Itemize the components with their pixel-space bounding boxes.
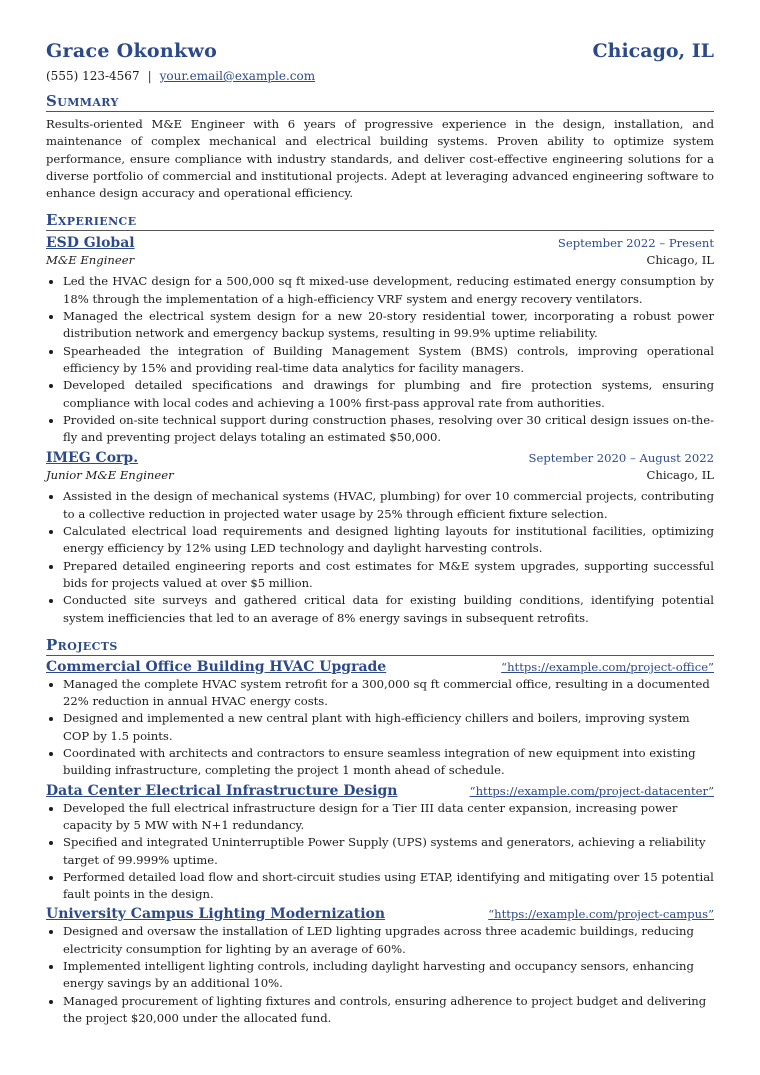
job-city: Chicago, IL bbox=[646, 253, 714, 268]
bullet-item: • Prepared detailed engineering reports and cost estimates for M&E system upgrades, supporting successful bids for projects valued at over $5 million. bbox=[63, 558, 714, 593]
bullet-item: • Led the HVAC design for a 500,000 sq ft mixed-use development, reducing estimated energy consumption by 18% through the implementation of a high-efficiency VRF system and energy recovery ventilators. bbox=[63, 273, 714, 308]
header bbox=[46, 40, 714, 62]
job-bullets bbox=[46, 273, 714, 446]
project-url-link[interactable]: “https://example.com/project-office” bbox=[501, 659, 714, 674]
candidate-name: Grace Okonkwo bbox=[46, 40, 218, 62]
project-title[interactable]: University Campus Lighting Modernization bbox=[46, 906, 386, 923]
bullet-item: • Performed detailed load flow and short-circuit studies using ETAP, identifying and mitigating over 15 potential fault points in the design. bbox=[63, 869, 714, 904]
bullet-item: • Managed procurement of lighting fixtures and controls, ensuring adherence to project budget and delivering the project $20,000 under the allocated fund. bbox=[63, 993, 714, 1028]
job-entry bbox=[46, 235, 714, 446]
bullet-item: • Managed the electrical system design for a new 20-story residential tower, incorporating a robust power distribution network and emergency backup systems, resulting in 99.9% uptime reliability. bbox=[63, 308, 714, 343]
job-bullets bbox=[46, 488, 714, 626]
bullet-item: • Calculated electrical load requirements and designed lighting layouts for institutional facilities, optimizing energy efficiency by 12% using LED technology and daylight harvesting controls. bbox=[63, 523, 714, 558]
projects-heading: Projects bbox=[46, 636, 714, 656]
company-name[interactable]: ESD Global bbox=[46, 235, 135, 252]
project-title[interactable]: Data Center Electrical Infrastructure Design bbox=[46, 782, 398, 799]
bullet-item: • Assisted in the design of mechanical systems (HVAC, plumbing) for over 10 commercial projects, contributing to a collective reduction in projected water usage by 25% through efficient fixture selection. bbox=[63, 488, 714, 523]
job-dates: September 2022 – Present bbox=[557, 236, 714, 251]
bullet-item: • Provided on-site technical support during construction phases, resolving over 30 critical design issues on-the-fly and preventing project delays totaling an estimated $50,000. bbox=[63, 412, 714, 447]
project-url-link[interactable]: “https://example.com/project-campus” bbox=[488, 907, 714, 922]
job-entry bbox=[46, 450, 714, 626]
project-bullets bbox=[46, 676, 714, 780]
bullet-item: • Implemented intelligent lighting controls, including daylight harvesting and occupancy sensors, enhancing energy savings by an additional 10%. bbox=[63, 958, 714, 993]
project-entry bbox=[46, 783, 714, 904]
bullet-item: • Spearheaded the integration of Building Management System (BMS) controls, improving operational efficiency by 15% and providing real-time data analytics for facility managers. bbox=[63, 343, 714, 378]
bullet-item: • Coordinated with architects and contractors to ensure seamless integration of new equipment into existing building infrastructure, completing the project 1 month ahead of schedule. bbox=[63, 745, 714, 780]
bullet-item: • Conducted site surveys and gathered critical data for existing building conditions, identifying potential system inefficiencies that led to an average of 8% energy savings in subsequent retrofits. bbox=[63, 592, 714, 627]
project-entry bbox=[46, 659, 714, 780]
summary-text: Results-oriented M&E Engineer with 6 years of progressive experience in the design, installation, and maintenance of complex mechanical and electrical building systems. Proven ability to optimize system performance, ensure compliance with industry standards, and deliver cost-effective engineering solutions for a diverse portfolio of commercial and institutional projects. Adept at leveraging advanced engineering software to enhance design accuracy and operational efficiency. bbox=[46, 117, 714, 201]
project-bullets bbox=[46, 923, 714, 1027]
bullet-item: • Designed and oversaw the installation of LED lighting upgrades across three academic buildings, reducing electricity consumption for lighting by an average of 60%. bbox=[63, 923, 714, 958]
project-url-link[interactable]: “https://example.com/project-datacenter” bbox=[469, 783, 714, 798]
project-entry bbox=[46, 906, 714, 1027]
company-name[interactable]: IMEG Corp. bbox=[46, 450, 139, 467]
job-role: Junior M&E Engineer bbox=[46, 468, 174, 483]
bullet-item: • Developed the full electrical infrastructure design for a Tier III data center expansion, increasing power capacity by 5 MW with N+1 redundancy. bbox=[63, 800, 714, 835]
bullet-item: • Managed the complete HVAC system retrofit for a 300,000 sq ft commercial office, resulting in a documented 22% reduction in annual HVAC energy costs. bbox=[63, 676, 714, 711]
job-role: M&E Engineer bbox=[46, 253, 135, 268]
project-title[interactable]: Commercial Office Building HVAC Upgrade bbox=[46, 658, 387, 675]
experience-heading: Experience bbox=[46, 211, 714, 231]
contact-separator: | bbox=[147, 69, 152, 83]
bullet-item: • Developed detailed specifications and drawings for plumbing and fire protection systems, ensuring compliance with local codes and achieving a 100% first-pass approval rate from authorities. bbox=[63, 377, 714, 412]
bullet-item: • Specified and integrated Uninterruptible Power Supply (UPS) systems and generators, achieving a reliability target of 99.999% uptime. bbox=[63, 834, 714, 869]
job-dates: September 2020 – August 2022 bbox=[528, 451, 714, 466]
phone-number: (555) 123-4567 bbox=[46, 69, 140, 83]
job-city: Chicago, IL bbox=[646, 468, 714, 483]
candidate-location: Chicago, IL bbox=[592, 40, 714, 62]
email-link[interactable]: your.email@example.com bbox=[159, 69, 316, 83]
project-bullets bbox=[46, 800, 714, 904]
contact-line bbox=[46, 69, 714, 83]
bullet-item: • Designed and implemented a new central plant with high-efficiency chillers and boilers, improving system COP by 1.5 points. bbox=[63, 710, 714, 745]
summary-heading: Summary bbox=[46, 92, 714, 112]
